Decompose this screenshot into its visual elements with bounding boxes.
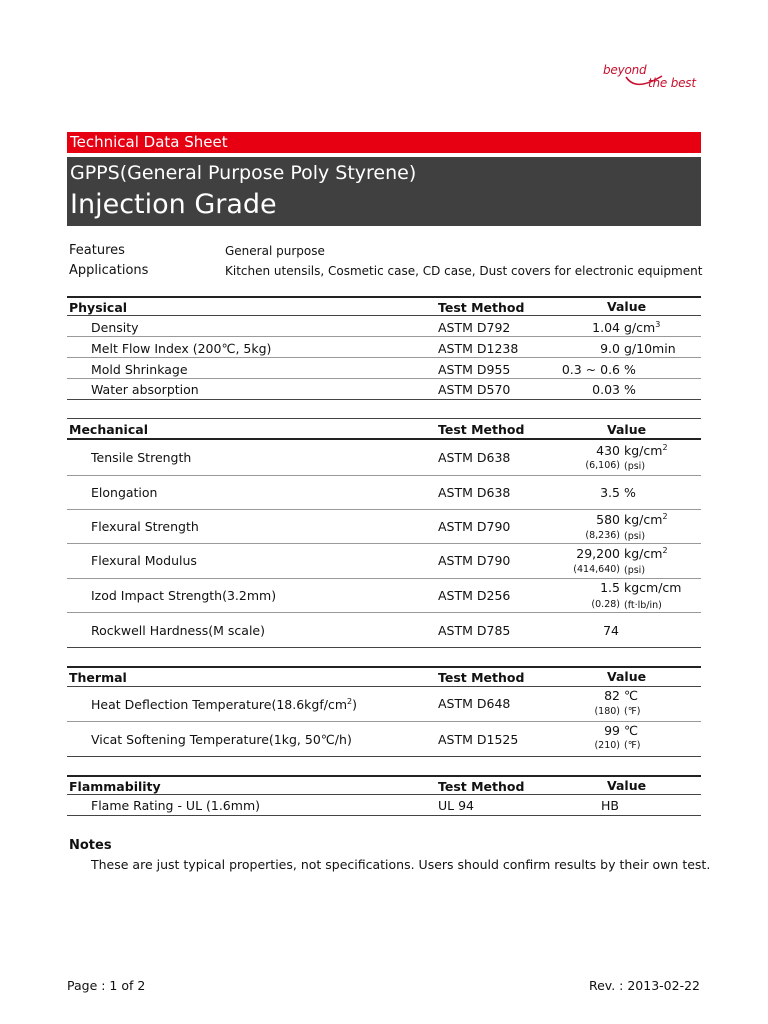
company-logo: [596, 62, 706, 96]
value-header: Value: [607, 422, 647, 437]
test-method-header: Test Method: [438, 422, 525, 437]
technical-data-sheet-bar: [67, 132, 701, 153]
thermal-header: Thermal: [69, 670, 127, 685]
physical-header: Physical: [69, 300, 128, 315]
revision-date: Rev. : 2013-02-22: [588, 978, 700, 993]
mechanical-header: Mechanical: [69, 422, 148, 437]
test-method-header: Test Method: [438, 300, 525, 315]
grade-title: Injection Grade: [70, 189, 277, 220]
notes-label: Notes: [69, 838, 112, 853]
flammability-header: Flammability: [69, 779, 161, 794]
test-method-header: Test Method: [438, 670, 525, 685]
notes-text: These are just typical properties, not specifications. Users should confirm results by their own test.: [91, 857, 711, 872]
title-box: [67, 157, 701, 226]
technical-data-sheet-label: Technical Data Sheet: [70, 133, 228, 151]
logo-line2: the best: [648, 76, 696, 90]
applications-label: Applications: [69, 263, 149, 278]
value-header: Value: [607, 299, 647, 314]
test-method-header: Test Method: [438, 779, 525, 794]
features-label: Features: [69, 243, 125, 258]
features-value: General purpose: [225, 244, 325, 258]
page-number: Page : 1 of 2: [67, 978, 146, 993]
applications-value: Kitchen utensils, Cosmetic case, CD case, Dust covers for electronic equipment: [225, 264, 703, 278]
logo-line1: beyond: [603, 63, 647, 77]
value-header: Value: [607, 669, 647, 684]
value-header: Value: [607, 778, 647, 793]
product-title: GPPS(General Purpose Poly Styrene): [70, 162, 417, 184]
